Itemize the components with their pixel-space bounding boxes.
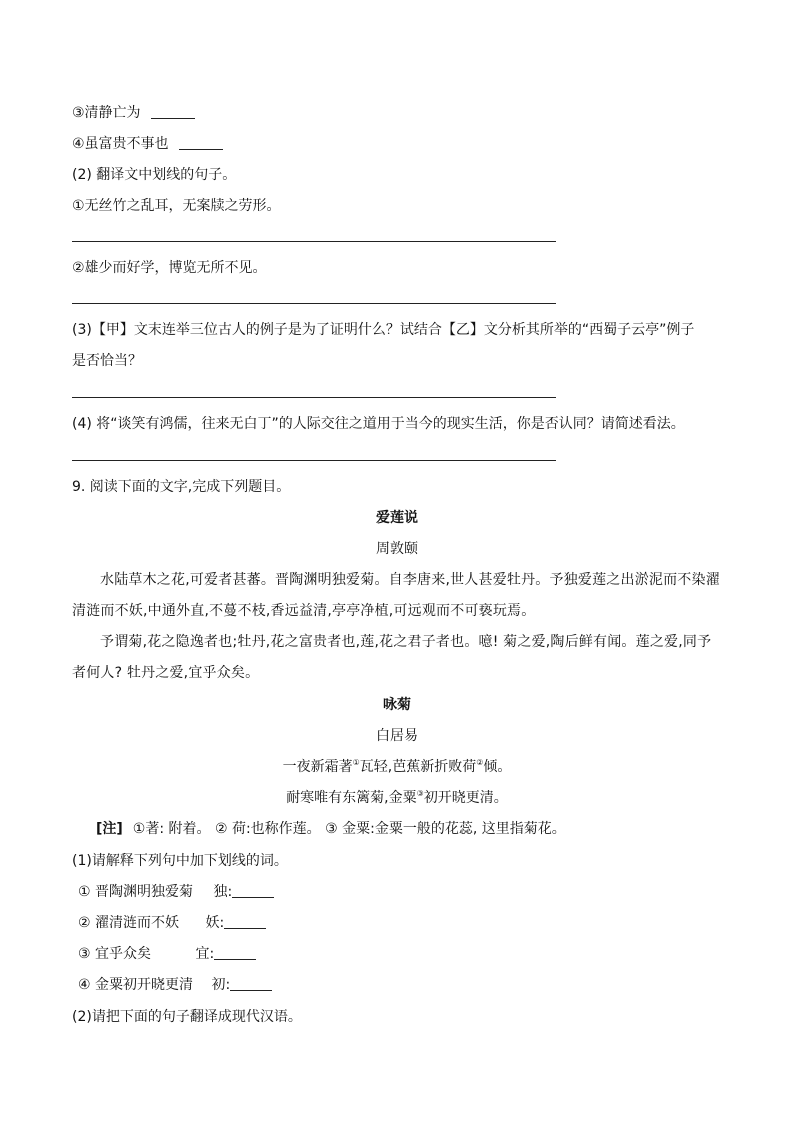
text2-author: 白居易: [376, 728, 418, 744]
answer-blank[interactable]: [179, 135, 223, 150]
answer-line[interactable]: [72, 241, 556, 242]
q8-part2-sentence-2: ②雄少而好学，博览无所不见。: [72, 260, 267, 276]
footnote-text: ①著: 附着。 ② 荷:也称作莲。 ③ 金粟:金粟一般的花蕊, 这里指菊花。: [132, 821, 566, 837]
answer-line[interactable]: [72, 460, 556, 461]
answer-line[interactable]: [72, 303, 556, 304]
footnote-marker: ③: [416, 789, 424, 798]
footnote-marker: ②: [476, 758, 484, 767]
footnote-label: [注]: [96, 821, 123, 837]
q8-item-4: ④虽富贵不事也: [72, 135, 223, 153]
answer-blank[interactable]: [214, 945, 256, 960]
q8-part2-sentence-1: ①无丝竹之乱耳，无案牍之劳形。: [72, 198, 281, 214]
q9-intro: 9. 阅读下面的文字,完成下列题目。: [72, 479, 291, 495]
q9-part1-heading: (1)请解释下列句中加下划线的词。: [72, 853, 288, 869]
q8-part4-line-1: (4) 将“谈笑有鸿儒，往来无白丁”的人际交往之道用于当今的现实生活，你是否认同？请简述看法。: [72, 416, 685, 432]
text1-title: 爱莲说: [376, 510, 418, 526]
footnote-marker: ①: [352, 758, 360, 767]
vocab-item-3: ③ 宜乎众矣 宜:: [78, 945, 256, 963]
answer-line[interactable]: [72, 397, 556, 398]
q8-part3-line-1: (3)【甲】文末连举三位古人的例子是为了证明什么？试结合【乙】文分析其所举的“西蜀子云亭”例子: [72, 322, 695, 338]
text1-paragraph-2: 予谓菊,花之隐逸者也;牡丹,花之富贵者也,莲,花之君子者也。噫! 菊之爱,陶后鲜有闻。莲之爱,同予者何人? 牡丹之爱,宜乎众矣。: [72, 634, 712, 681]
poem-line-2: 耐寒唯有东篱菊,金粟③初开晓更清。: [286, 789, 508, 806]
answer-blank[interactable]: [232, 883, 274, 898]
text1-author: 周敦颐: [376, 541, 418, 557]
q8-item-3: ③清静亡为: [72, 104, 195, 122]
text1-paragraph-1: 水陆草木之花,可爱者甚蕃。晋陶渊明独爱菊。自李唐来,世人甚爱牡丹。予独爱莲之出淤泥而不染濯清涟而不妖,中通外直,不蔓不枝,香远益清,亭亭净植,可远观而不可亵玩焉。: [72, 572, 720, 619]
q8-part2-heading: (2) 翻译文中划线的句子。: [72, 167, 237, 183]
poem-line-1: 一夜新霜著①瓦轻,芭蕉新折败荷②倾。: [282, 758, 512, 775]
answer-blank[interactable]: [151, 104, 195, 119]
q8-part3-line-2: 是否恰当？: [72, 353, 142, 369]
vocab-item-1: ① 晋陶渊明独爱菊 独:: [78, 883, 274, 901]
q9-part2-heading: (2)请把下面的句子翻译成现代汉语。: [72, 1009, 302, 1025]
vocab-item-2: ② 濯清涟而不妖 妖:: [78, 914, 266, 932]
vocab-item-4: ④ 金粟初开晓更清 初:: [78, 976, 272, 994]
answer-blank[interactable]: [230, 976, 272, 991]
footnote: [96, 820, 566, 838]
answer-blank[interactable]: [224, 914, 266, 929]
text2-title: 咏菊: [383, 697, 411, 713]
